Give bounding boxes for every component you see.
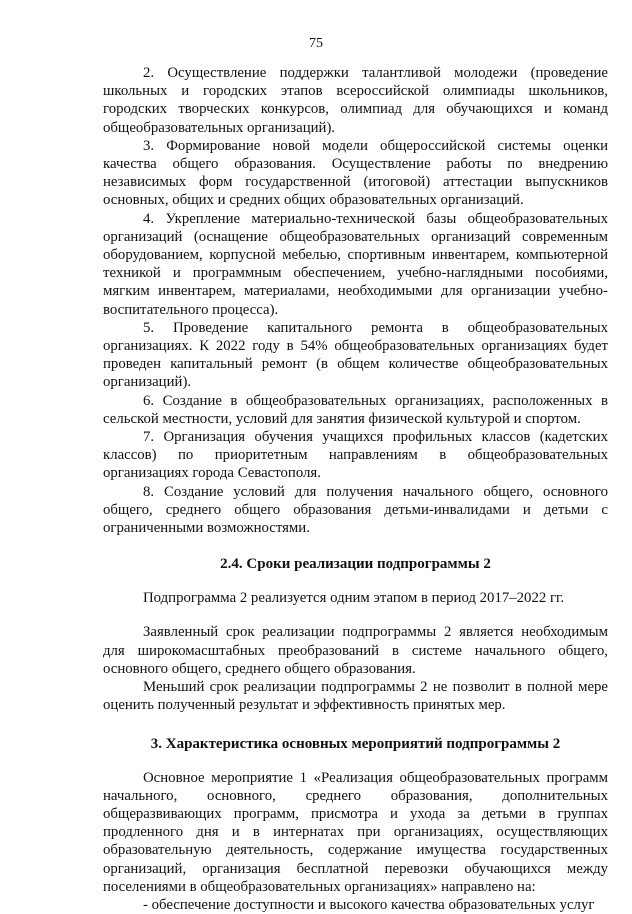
paragraph-term-justification: Заявленный срок реализации подпрограммы 2 является необходимым для широкомасштабных преобразований в системе начального общего, основного общего, среднего общего образования.	[103, 624, 608, 677]
paragraph-period: Подпрограмма 2 реализуется одним этапом в период 2017–2022 гг.	[143, 590, 565, 607]
list-item: 3. Формирование новой модели общероссийской системы оценки качества общего образования. Осуществление работы по внедрению независимых форм государственной (итоговой) аттестации выпускников основных, общих и средних общих образовательных организаций.	[103, 137, 608, 209]
page-number: 75	[309, 36, 323, 51]
section-heading-2-4: 2.4. Сроки реализации подпрограммы 2	[220, 556, 491, 573]
list-item: 8. Создание условий для получения начального общего, основного общего, среднего общего образования детьми-инвалидами и детьми с ограниченными возможностями.	[103, 483, 608, 537]
paragraph-main-activity-1: Основное мероприятие 1 «Реализация общеобразовательных программ начального, основного, среднего образования, дополнительных общеразвивающих программ, присмотра и ухода за детьми в группах продленного дня и в интернатах при организациях, осуществляющих образовательную деятельность, содержание имущества государственных организаций, организация бесплатной перевозки обучающихся между поселениями в общеобразовательных организациях» направлено на:	[103, 769, 608, 895]
bullet-item: - обеспечение доступности и высокого качества образовательных услуг	[143, 896, 595, 913]
list-item: 6. Создание в общеобразовательных организациях, расположенных в сельской местности, условий для занятия физической культурой и спортом.	[103, 392, 608, 427]
list-item: 2. Осуществление поддержки талантливой молодежи (проведение школьных и городских этапов всероссийской олимпиады школьников, городских творческих конкурсов, олимпиад для обучающихся и команд общеобразовательных организаций).	[103, 65, 608, 136]
list-item: 4. Укрепление материально-технической базы общеобразовательных организаций (оснащение общеобразовательных организаций современным оборудованием, корпусной мебелью, спортивным инвентарем, компьютерной техникой и программным обеспечением, учебно-наглядными пособиями, мягким инвентарем, материалами, необходимыми для организации учебно-воспитательного процесса).	[103, 210, 608, 318]
section-heading-3: 3. Характеристика основных мероприятий подпрограммы 2	[150, 735, 561, 752]
paragraph-shorter-term: Меньший срок реализации подпрограммы 2 не позволит в полной мере оценить полученный результат и эффективность принятых мер.	[103, 679, 608, 714]
list-item: 7. Организация обучения учащихся профильных классов (кадетских классов) по приоритетным направлениям в общеобразовательных организациях города Севастополя.	[103, 429, 608, 482]
list-item: 5. Проведение капитального ремонта в общеобразовательных организациях. К 2022 году в 54% общеобразовательных организациях будет проведен капитальный ремонт (в общем количестве общеобразовательных организаций).	[103, 319, 608, 391]
document-body	[103, 64, 608, 914]
